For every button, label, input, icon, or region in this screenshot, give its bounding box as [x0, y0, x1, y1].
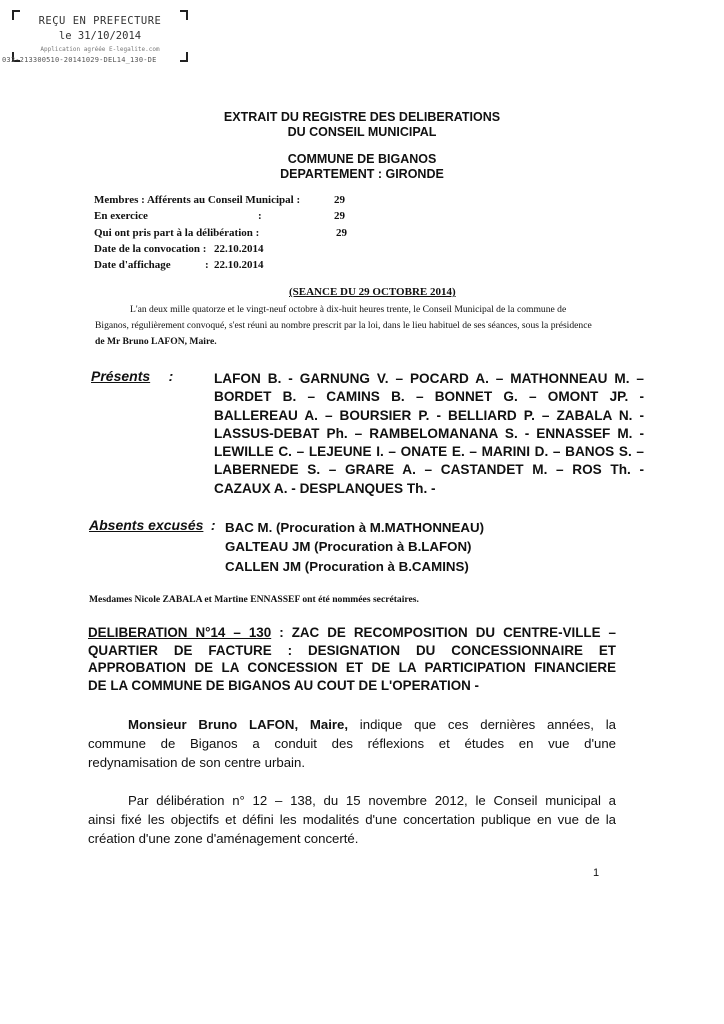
stamp-date: le 31/10/2014	[58, 30, 142, 42]
meta-label-affichage: Date d'affichage	[94, 259, 171, 271]
meta-value-exercice: 29	[334, 210, 345, 222]
presents-heading	[91, 368, 173, 386]
presents-line: LAFON B. - GARNUNG V. – POCARD A. – MATHONNEAU M. –	[214, 371, 644, 386]
intro-paragraph	[95, 302, 611, 350]
prefecture-stamp	[12, 10, 188, 62]
absents-label: Absents excusés	[89, 517, 204, 533]
meta-block	[0, 194, 724, 274]
meta-sep-exercice: :	[258, 210, 262, 222]
header-title: EXTRAIT DU REGISTRE DES DELIBERATIONS	[223, 110, 501, 124]
absents-line: BAC M. (Procuration à M.MATHONNEAU)	[225, 520, 485, 535]
absents-line: GALTEAU JM (Procuration à B.LAFON)	[225, 539, 472, 555]
header-subtitle: DU CONSEIL MUNICIPAL	[287, 125, 437, 139]
paragraph-2-line-2: ainsi fixé les objectifs et défini les modalités d'une concertation publique en vue de la	[88, 812, 616, 827]
meta-value-convocation: 22.10.2014	[214, 243, 264, 255]
paragraph-1-line-2: commune de Biganos a conduit des réflexions et études en vue d'une	[88, 736, 616, 751]
seance-date: (SEANCE DU 29 OCTOBRE 2014)	[289, 286, 456, 298]
presents-line: CAZAUX A. - DESPLANQUES Th. -	[214, 480, 436, 496]
deliberation-title-line-4: DE LA COMMUNE DE BIGANOS AU COUT DE L'OPERATION -	[88, 677, 480, 693]
presents-line: BALLEREAU A. – BOURSIER P. - BELLIARD P. – ZABALA N. -	[214, 407, 644, 423]
presents-line: BORDET B. – CAMINS B. – BONNET G. – OMONT JP. -	[214, 389, 644, 405]
commune-name: COMMUNE DE BIGANOS	[287, 152, 437, 166]
deliberation-title-line-1: : ZAC DE RECOMPOSITION DU CENTRE-VILLE –	[271, 625, 616, 640]
paragraph-1-speaker: Monsieur Bruno LAFON, Maire,	[128, 717, 349, 732]
presents-line: LABERNEDE S. – GRARE A. – CASTANDET M. – ROS Th. -	[214, 462, 644, 478]
stamp-app: Application agréée E-legalite.com	[40, 46, 160, 53]
meta-value-afferents: 29	[334, 194, 345, 206]
intro-line-1: L'an deux mille quatorze et le vingt-neuf octobre à dix-huit heures trente, le Conseil Municipal de la commune de	[130, 304, 567, 315]
absents-colon: :	[210, 517, 216, 533]
presents-label: Présents	[91, 368, 151, 384]
paragraph-2	[88, 791, 616, 848]
stamp-id: 033-213300510-20141029-DEL14_130-DE	[2, 56, 157, 64]
paragraph-1	[88, 715, 616, 772]
presents-line: LASSUS-DEBAT Ph. – RAMBELOMANANA S. - ENNASSEF M. -	[214, 425, 644, 441]
paragraph-2-line-3: création d'une zone d'aménagement concerté.	[88, 831, 359, 846]
presents-list	[214, 370, 644, 498]
stamp-title: REÇU EN PREFECTURE	[38, 15, 162, 27]
meta-label-participants: Qui ont pris part à la délibération :	[94, 227, 260, 239]
intro-line-2: Biganos, régulièrement convoqué, s'est réuni au nombre prescrit par la loi, dans le lieu habituel de ses séances, sous la présidence	[95, 320, 592, 331]
secretaires-note: Mesdames Nicole ZABALA et Martine ENNASSEF ont été nommées secrétaires.	[89, 594, 419, 605]
meta-value-affichage: 22.10.2014	[214, 259, 264, 271]
absents-line: CALLEN JM (Procuration à B.CAMINS)	[225, 558, 469, 574]
departement-name: DEPARTEMENT : GIRONDE	[280, 167, 444, 181]
paragraph-2-line-1: Par délibération n° 12 – 138, du 15 novembre 2012, le Conseil municipal a	[128, 793, 616, 808]
meta-sep-affichage: :	[205, 259, 209, 271]
presents-line: LEWILLE C. – LEJEUNE I. – ONATE E. – MARINI D. – BANOS S. –	[214, 444, 644, 460]
meta-label-afferents: Membres : Afférents au Conseil Municipal :	[94, 194, 301, 206]
deliberation-title-line-2: QUARTIER DE FACTURE : DESIGNATION DU CONCESSIONNAIRE ET	[88, 642, 616, 658]
paragraph-1-line-3: redynamisation de son centre urbain.	[88, 755, 305, 770]
absents-heading	[89, 517, 216, 535]
absents-list	[225, 518, 484, 576]
deliberation-title-line-3: APPROBATION DE LA CONCESSION ET DE LA PARTICIPATION FINANCIERE	[88, 660, 616, 675]
intro-line-3: de Mr Bruno LAFON, Maire.	[95, 336, 217, 347]
meta-label-exercice: En exercice	[94, 210, 148, 222]
paragraph-1-line-1: indique que ces dernières années, la	[348, 717, 616, 732]
page-number: 1	[593, 867, 600, 879]
deliberation-number: DELIBERATION N°14 – 130	[88, 625, 272, 640]
meta-label-convocation: Date de la convocation :	[94, 243, 207, 255]
meta-value-participants: 29	[336, 227, 347, 239]
deliberation-title	[88, 624, 616, 694]
presents-colon: :	[168, 368, 174, 384]
